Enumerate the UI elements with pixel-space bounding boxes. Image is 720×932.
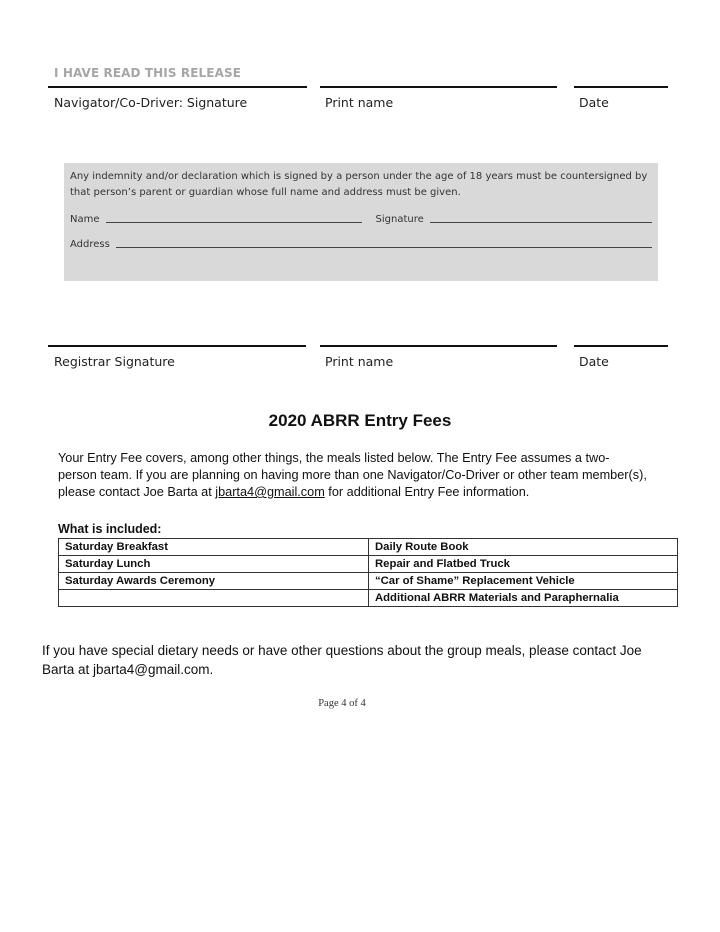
registrar-signature-label: Registrar Signature <box>54 354 175 369</box>
guardian-signature-label: Signature <box>375 214 424 225</box>
table-cell: Saturday Lunch <box>59 556 369 573</box>
entry-fees-title: 2020 ABRR Entry Fees <box>268 411 452 430</box>
registrar-signature-line[interactable] <box>48 345 306 347</box>
included-label: What is included: <box>58 522 162 536</box>
table-row <box>59 573 678 590</box>
email-link[interactable]: jbarta4@gmail.com <box>215 485 325 499</box>
guardian-address-label: Address <box>70 239 110 250</box>
table-cell <box>59 590 369 607</box>
navigator-date-label: Date <box>579 95 609 110</box>
table-row <box>59 590 678 607</box>
table-row <box>59 556 678 573</box>
guardian-name-field[interactable] <box>106 222 362 223</box>
registrar-date-line[interactable] <box>574 345 668 347</box>
guardian-address-field[interactable] <box>116 247 652 248</box>
table-cell: Repair and Flatbed Truck <box>369 556 678 573</box>
guardian-address-row <box>70 239 652 250</box>
minor-notice-text: Any indemnity and/or declaration which is signed by a person under the age of 18 years must be countersigned by that person’s parent or guardian whose full name and address must be given. <box>70 171 648 198</box>
minor-countersign-notice <box>64 163 658 281</box>
table-cell: Daily Route Book <box>369 539 678 556</box>
table-cell: Saturday Awards Ceremony <box>59 573 369 590</box>
entry-fees-intro <box>58 450 648 501</box>
registrar-print-name-line[interactable] <box>320 345 557 347</box>
navigator-signature-label: Navigator/Co-Driver: Signature <box>54 95 248 110</box>
navigator-date-line[interactable] <box>574 86 668 88</box>
table-cell: “Car of Shame” Replacement Vehicle <box>369 573 678 590</box>
intro-text-after: for additional Entry Fee information. <box>324 485 530 499</box>
registrar-print-name-label: Print name <box>325 354 394 369</box>
table-cell: Saturday Breakfast <box>59 539 369 556</box>
table-row <box>59 539 678 556</box>
navigator-print-name-line[interactable] <box>320 86 557 88</box>
navigator-print-name-label: Print name <box>325 95 394 110</box>
guardian-signature-field[interactable] <box>430 222 652 223</box>
intro-text-before: Your Entry Fee covers, among other things, the meals listed below. The Entry Fee assumes a two-person team. If you are planning on having more than one Navigator/Co-Driver or other team member(s), please contact Joe Barta at <box>58 451 647 499</box>
registrar-date-label: Date <box>579 354 609 369</box>
page-number: Page 4 of 4 <box>318 698 366 709</box>
release-header: I HAVE READ THIS RELEASE <box>54 66 242 80</box>
included-table <box>58 538 678 607</box>
guardian-name-label: Name <box>70 214 100 225</box>
navigator-signature-line[interactable] <box>48 86 307 88</box>
dietary-note: If you have special dietary needs or have other questions about the group meals, please contact Joe Barta at jbarta4@gmail.com. <box>42 643 642 677</box>
guardian-name-signature-row <box>70 214 652 225</box>
table-cell: Additional ABRR Materials and Paraphernalia <box>369 590 678 607</box>
